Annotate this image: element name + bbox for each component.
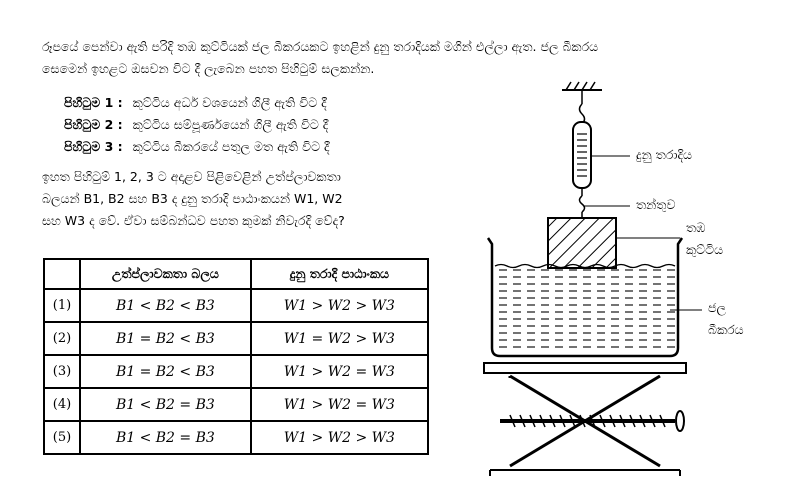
intro-line-1: රූපයේ පෙන්වා ඇති පරිදි තඹ කුට්ටියක් ජල බීකරයකට ඉහළින් දුනු තරාදියක් මගින් එල්ලා ඇත. ජල බීකරය <box>42 39 599 54</box>
question-line-1: ඉහත පිහිටුම් 1, 2, 3 ට අදාළව පිළිවෙළින් උත්ප්ලාවකතා <box>42 169 341 184</box>
water <box>495 266 675 352</box>
position-label: පිහිටුම 2 : <box>64 117 123 132</box>
intro-line-2: සෙමෙන් ඉහළට ඔසවන විට දී ලැබෙන පහත පිහිටුම් සලකන්න. <box>42 61 375 76</box>
buoyancy-relation: B1 = B2 < B3 <box>80 355 251 388</box>
option-index: (3) <box>44 355 80 388</box>
reading-relation: W1 > W2 = W3 <box>251 355 428 388</box>
label-beaker: බීකරය <box>708 322 744 337</box>
header-index <box>44 259 80 289</box>
positions-list <box>64 92 484 158</box>
apparatus-svg <box>470 78 790 493</box>
option-index: (1) <box>44 289 80 322</box>
reading-relation: W1 > W2 > W3 <box>251 421 428 454</box>
copper-block <box>548 218 616 268</box>
position-text: කුට්ටිය අර්ධ වශයෙන් ගිලී ඇති විට දී <box>132 95 327 110</box>
lab-jack-platform <box>484 363 686 373</box>
question-paragraph <box>42 166 472 232</box>
position-1 <box>64 92 484 114</box>
option-index: (4) <box>44 388 80 421</box>
buoyancy-relation: B1 < B2 < B3 <box>80 289 251 322</box>
buoyancy-relation: B1 = B2 < B3 <box>80 322 251 355</box>
header-buoyancy: උත්ප්ලාවකතා බලය <box>80 259 251 289</box>
table-row[interactable] <box>44 355 428 388</box>
position-text: කුට්ටිය බීකරයේ පතුල මත ඇති විට දී <box>132 139 330 154</box>
reading-relation: W1 > W2 > W3 <box>251 289 428 322</box>
position-label: පිහිටුම 1 : <box>64 95 123 110</box>
table-row[interactable] <box>44 322 428 355</box>
spring-balance <box>573 122 591 212</box>
label-string: තන්තුව <box>636 197 676 212</box>
table-row[interactable] <box>44 388 428 421</box>
position-2 <box>64 114 484 136</box>
lab-jack-screw <box>500 411 684 431</box>
position-3 <box>64 136 484 158</box>
reading-relation: W1 = W2 > W3 <box>251 322 428 355</box>
position-label: පිහිටුම 3 : <box>64 139 123 154</box>
question-line-3: සහ W3 ද වේ. ඒවා සම්බන්ධව පහත කුමක් නිවැරදි වේද? <box>42 213 345 228</box>
ceiling-support <box>562 82 602 124</box>
buoyancy-relation: B1 < B2 = B3 <box>80 388 251 421</box>
option-index: (5) <box>44 421 80 454</box>
label-copper: තඹ <box>686 220 706 235</box>
table-header-row <box>44 259 428 289</box>
question-line-2: බලයන් B1, B2 සහ B3 ද දුනු තරාදි පාඨාංකයන් W1, W2 <box>42 191 343 206</box>
position-text: කුට්ටිය සම්පූර්ණයෙන් ගිලී ඇති විට දී <box>132 117 329 132</box>
label-water: ජල <box>708 300 727 315</box>
header-reading: දුනු තරාදි පාඨාංකය <box>251 259 428 289</box>
option-index: (2) <box>44 322 80 355</box>
intro-paragraph <box>42 36 782 80</box>
answer-table <box>43 258 429 455</box>
table-row[interactable] <box>44 289 428 322</box>
label-spring-balance: දුනු තරාදිය <box>636 147 693 162</box>
table-row[interactable] <box>44 421 428 454</box>
buoyancy-relation: B1 < B2 = B3 <box>80 421 251 454</box>
apparatus-diagram <box>470 78 790 497</box>
label-block: කුට්ටිය <box>686 242 724 257</box>
reading-relation: W1 > W2 = W3 <box>251 388 428 421</box>
